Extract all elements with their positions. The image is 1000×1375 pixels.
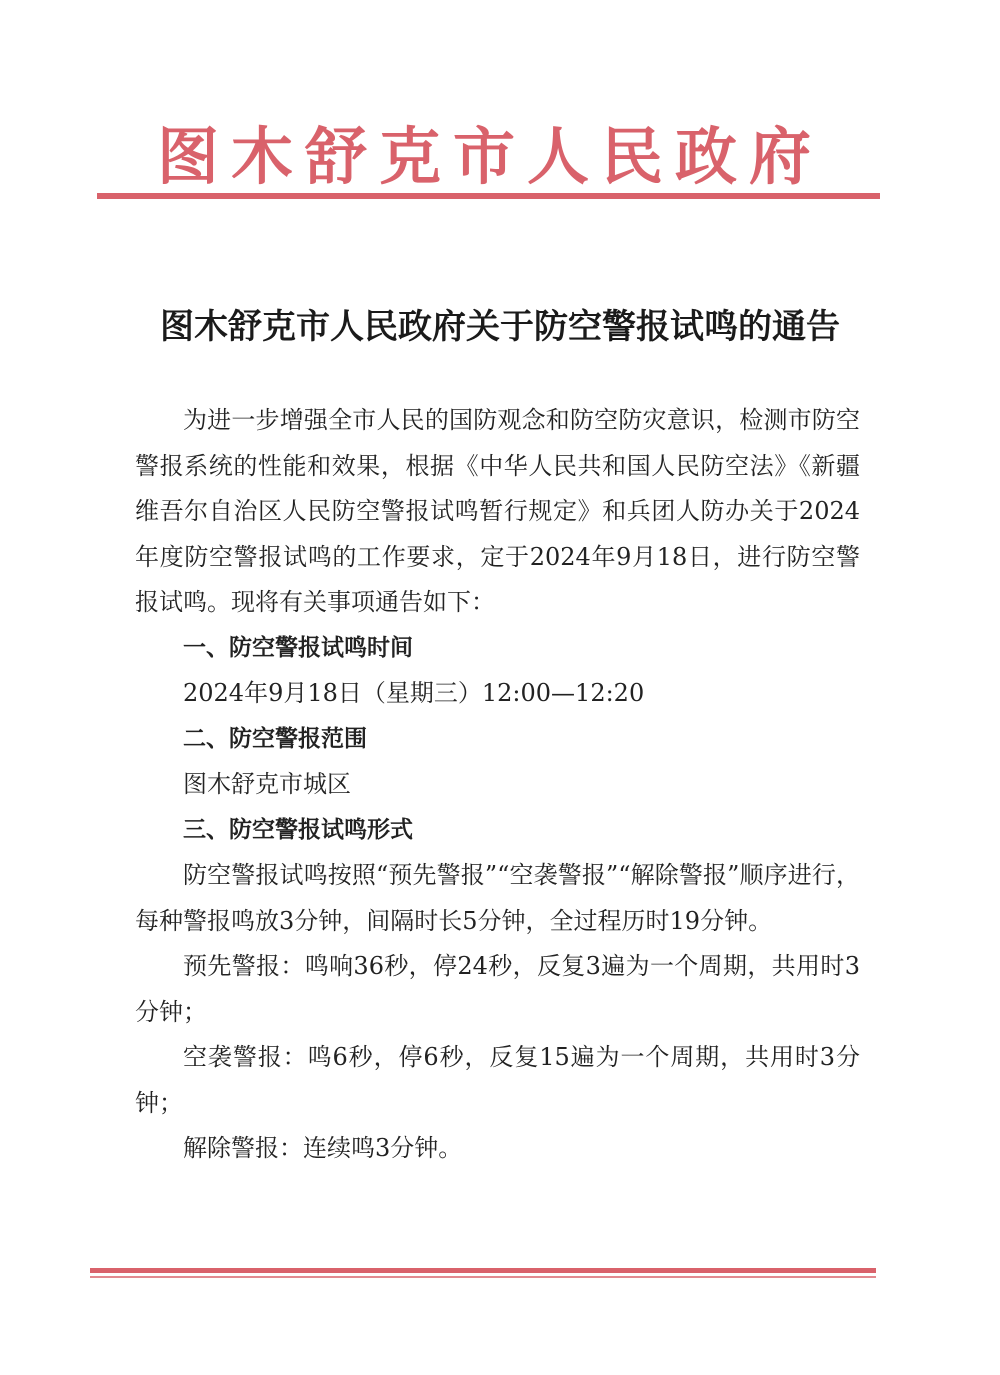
intro-paragraph: 为进一步增强全市人民的国防观念和防空防灾意识，检测市防空警报系统的性能和效果，根据《中华人民共和国人民防空法》《新疆维吾尔自治区人民防空警报试鸣暂行规定》和兵团人防办关于2024年度防空警报试鸣的工作要求，定于2024年9月18日，进行防空警报试鸣。现将有关事项通告如下： [135, 406, 860, 616]
section-heading-time: 一、防空警报试鸣时间 [183, 634, 413, 661]
footer-rule [90, 1268, 876, 1273]
section-heading-form: 三、防空警报试鸣形式 [183, 816, 413, 843]
section-heading-range: 二、防空警报范围 [183, 725, 367, 752]
alert-clear-item: 解除警报：连续鸣3分钟。 [183, 1134, 463, 1162]
section-content-form: 防空警报试鸣按照“预先警报”“空袭警报”“解除警报”顺序进行，每种警报鸣放3分钟，间隔时长5分钟，全过程历时19分钟。 [135, 861, 860, 935]
alert-airraid-item: 空袭警报：鸣6秒，停6秒，反复15遍为一个周期，共用时3分钟； [135, 1043, 860, 1117]
section-content-time: 2024年9月18日（星期三）12:00—12:20 [183, 679, 645, 707]
document-title: 图木舒克市人民政府关于防空警报试鸣的通告 [160, 307, 840, 347]
document-body [135, 398, 860, 1172]
footer-rule-thin [90, 1276, 876, 1278]
letterhead-rule [97, 193, 880, 199]
section-content-range: 图木舒克市城区 [183, 770, 351, 798]
letterhead-title: 图木舒克市人民政府 [156, 120, 823, 193]
alert-warning-item: 预先警报：鸣响36秒，停24秒，反复3遍为一个周期，共用时3分钟； [135, 952, 860, 1026]
